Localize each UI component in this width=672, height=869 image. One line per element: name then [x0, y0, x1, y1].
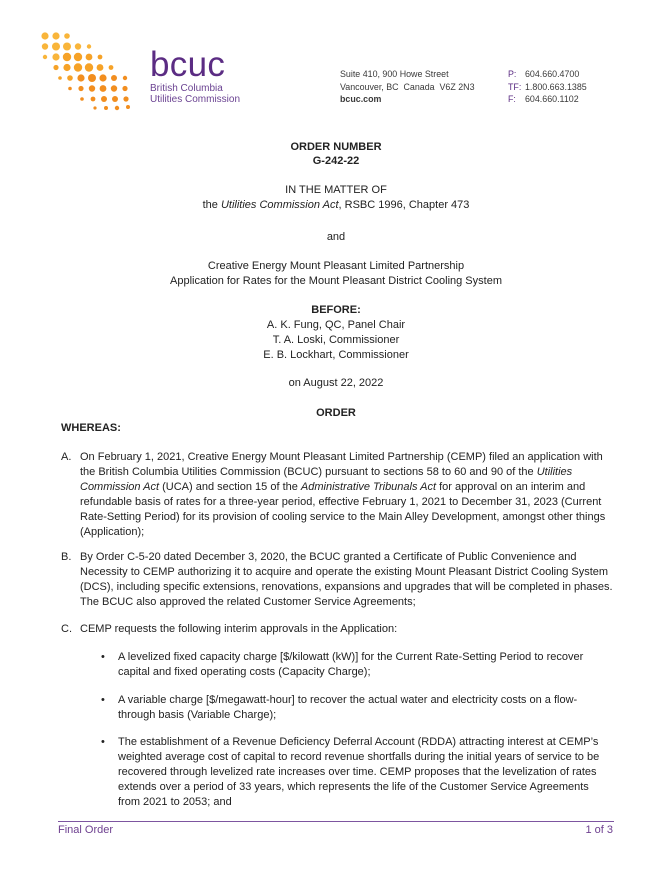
bullet-line: capital and fixed operating costs (Capacity Charge); [118, 665, 371, 678]
logo-subtitle-line-1: British Columbia [150, 82, 223, 94]
order-date: on August 22, 2022 [288, 376, 384, 389]
bullet-text [118, 650, 583, 680]
matter-heading: IN THE MATTER OF [285, 183, 387, 196]
contact-label: P: [508, 69, 517, 79]
bullet-line: through basis (Variable Charge); [118, 708, 277, 721]
clause-c [61, 622, 397, 637]
contact-label: TF: [508, 81, 522, 92]
clause-a [61, 450, 605, 540]
bullet-line: extends over a period of 33 years, which represents the life of the Customer Service Agreements [118, 780, 589, 793]
footer-divider [58, 821, 614, 822]
clause-segment: for approval on an interim and [436, 480, 586, 493]
contact-phone [508, 68, 587, 81]
bullet-line: from 2021 to 2053; and [118, 795, 232, 808]
clause-label: C. [61, 622, 72, 635]
contact-fax [508, 93, 587, 106]
clause-text [80, 450, 605, 540]
clause-line: By Order C-5-20 dated December 3, 2020, the BCUC granted a Certificate of Public Convenience and [80, 550, 577, 563]
contact-label: F: [508, 94, 516, 104]
clause-line: (DCS), including specific extensions, renovations, expansions and upgrades that will be completed in phases. [80, 580, 613, 593]
clause-segment-italic: Administrative Tribunals Act [300, 480, 437, 493]
clause-line: refundable basis of rates for a three-year period, effective February 1, 2021 to December 31, 2023 (Current [80, 495, 602, 508]
application-title: Application for Rates for the Mount Pleasant District Cooling System [170, 274, 502, 287]
footer-page-number: 1 of 3 [585, 823, 613, 836]
clause-segment-italic: Commission Act [80, 480, 160, 493]
order-number-heading: ORDER NUMBER [290, 140, 382, 153]
bullet-icon: • [101, 735, 105, 748]
logo-wordmark: bcuc [150, 45, 226, 84]
clause-line: (Application); [80, 525, 145, 538]
order-number: G-242-22 [312, 154, 360, 167]
clause-line: Necessity to CEMP authorizing it to acquire and operate the existing Mount Pleasant District Cooling System [80, 565, 609, 578]
contact-toll-free [508, 81, 587, 94]
clause-line [80, 465, 605, 480]
clause-segment: (UCA) and section 15 of the [159, 480, 301, 493]
contact-block [508, 68, 587, 106]
bullet-text [118, 735, 599, 810]
contact-value: 604.660.4700 [525, 69, 580, 79]
panel-member: E. B. Lockhart, Commissioner [263, 348, 409, 361]
whereas-heading: WHEREAS: [61, 421, 121, 434]
clause-line: CEMP requests the following interim approvals in the Application: [80, 622, 398, 635]
bullet-line: recovered through levelized rate increases over time. CEMP proposes that the levelization of rates [118, 765, 597, 778]
contact-value: 604.660.1102 [525, 94, 579, 104]
clause-line: The BCUC also approved the related Customer Service Agreements; [80, 595, 416, 608]
clause-label: A. [61, 450, 72, 463]
clause-segment: the British Columbia Utilities Commission (BCUC) pursuant to sections 58 to 60 and 90 of the [80, 465, 537, 478]
bcuc-logo-dots-icon [0, 0, 140, 116]
website-link[interactable]: bcuc.com [340, 94, 382, 104]
matter-act-prefix: the [202, 199, 221, 211]
bullet-line: The establishment of a Revenue Deficiency Deferral Account (RDDA) attracting interest at CEMP’s [118, 735, 599, 748]
bullet-item-rdda [100, 735, 599, 810]
clause-text [80, 622, 397, 637]
clause-line: Rate-Setting Period) for its provision of cooling service to the Main Alley Development, amongst other things [80, 510, 606, 523]
bullet-item-capacity-charge [100, 650, 583, 680]
address-city: Vancouver, BC Canada V6Z 2N3 [340, 81, 475, 92]
bullet-text [118, 693, 577, 723]
clause-line: On February 1, 2021, Creative Energy Mount Pleasant Limited Partnership (CEMP) filed an application with [80, 450, 603, 463]
logo-subtitle [150, 83, 240, 105]
order-heading: ORDER [316, 406, 356, 419]
bullet-line: A levelized fixed capacity charge [$/kilowatt (kW)] for the Current Rate-Setting Period to recover [118, 650, 584, 663]
clause-text [80, 550, 613, 610]
clause-label: B. [61, 550, 72, 563]
clause-line [80, 480, 605, 495]
bullet-icon: • [101, 693, 105, 706]
footer-document-status: Final Order [58, 823, 114, 836]
bullet-item-variable-charge [100, 693, 577, 723]
address-block [340, 68, 475, 106]
bullet-line: A variable charge [$/megawatt-hour] to recover the actual water and electricity costs on a flow- [118, 693, 578, 706]
contact-value: 1.800.663.1385 [525, 81, 587, 92]
applicant-name: Creative Energy Mount Pleasant Limited Partnership [207, 259, 465, 272]
logo-subtitle-line-2: Utilities Commission [150, 93, 241, 105]
matter-act-title: Utilities Commission Act [220, 199, 339, 211]
before-heading: BEFORE: [311, 303, 361, 316]
clause-b [61, 550, 613, 610]
matter-act-line [0, 198, 672, 213]
conjunction: and [326, 230, 346, 243]
panel-member: A. K. Fung, QC, Panel Chair [266, 318, 406, 331]
address-street: Suite 410, 900 Howe Street [340, 69, 449, 79]
clause-segment-italic: Utilities [536, 465, 573, 478]
bullet-icon: • [101, 650, 105, 663]
matter-act-suffix: , RSBC 1996, Chapter 473 [338, 199, 470, 211]
panel-member: T. A. Loski, Commissioner [272, 333, 400, 346]
bullet-line: weighted average cost of capital to record revenue shortfalls during the initial years of service to be [118, 750, 600, 763]
